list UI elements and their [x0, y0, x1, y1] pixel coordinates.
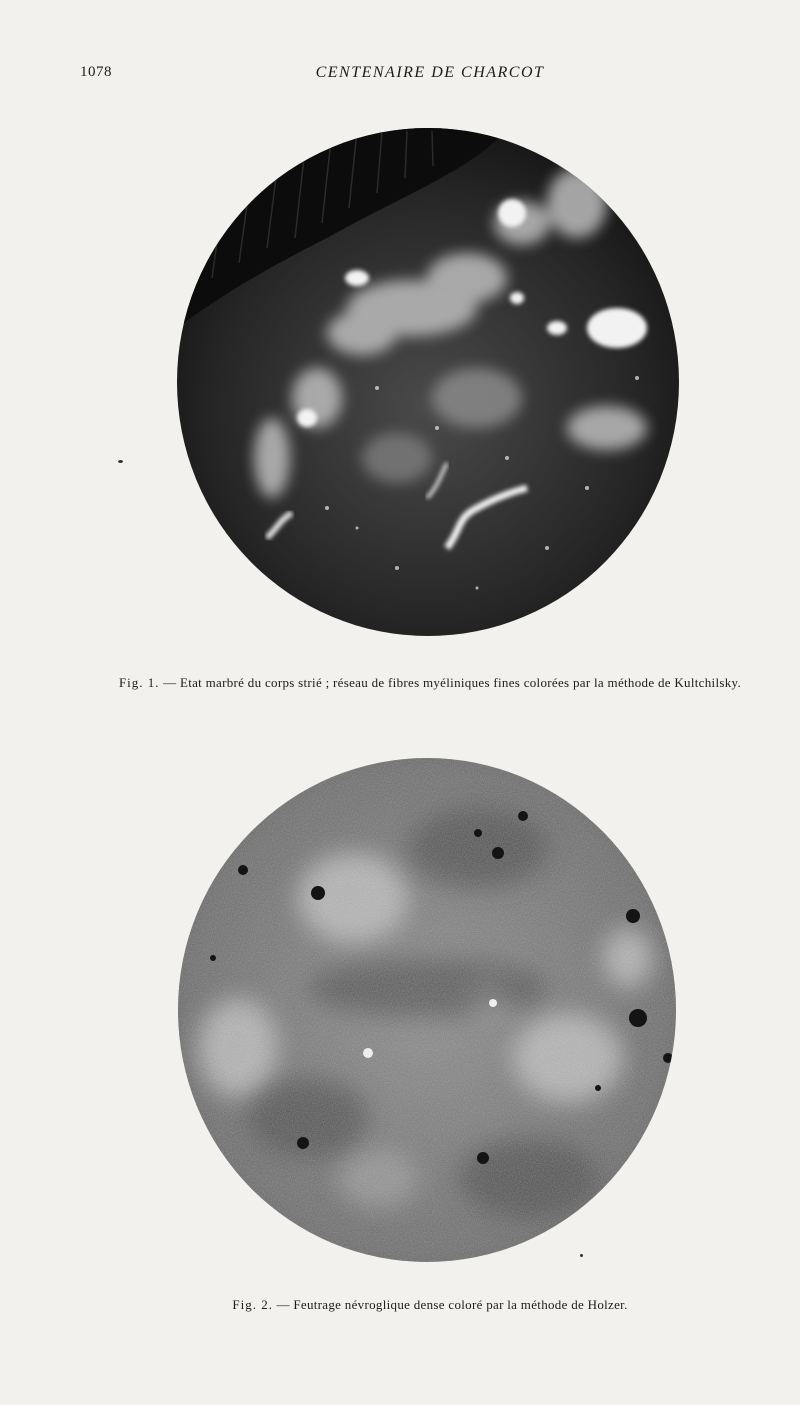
figure-2-caption-text: — Feutrage névroglique dense coloré par la méthode de Holzer.: [276, 1297, 628, 1312]
figure-1-caption-text: — Etat marbré du corps strié ; réseau de fibres myéliniques fines colorées par la méthode de Kultchilsky.: [163, 675, 742, 690]
figure-2-micrograph: [178, 758, 676, 1262]
figure-2-label: Fig. 2.: [232, 1297, 273, 1312]
figure-1-caption: [95, 674, 765, 691]
figure-2-caption: [95, 1296, 765, 1313]
running-title: CENTENAIRE DE CHARCOT: [315, 64, 545, 81]
print-speck: [580, 1254, 583, 1257]
page-number: 1078: [80, 64, 112, 80]
print-speck: [118, 460, 123, 463]
figure-1-micrograph: [177, 128, 679, 636]
figure-1-label: Fig. 1.: [118, 675, 160, 690]
